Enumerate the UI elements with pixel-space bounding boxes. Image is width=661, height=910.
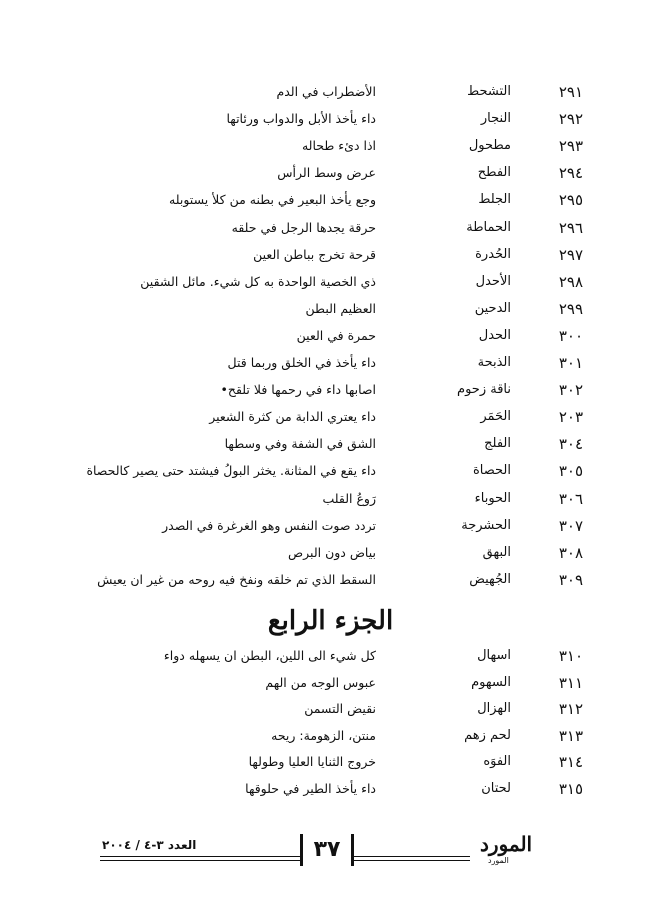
issue-label: العدد ٣-٤ / ٢٠٠٤ <box>102 838 197 852</box>
entry-row <box>0 749 661 775</box>
entry-definition: داء يأخذ الأبل والدواب ورئاتها <box>226 111 376 127</box>
entry-number: ٣٠١ <box>558 354 583 372</box>
entry-definition: داء يعتري الدابة من كثرة الشعير <box>209 409 376 425</box>
section-title: الجزء الرابع <box>267 606 394 636</box>
entry-definition: خروج الثنايا العليا وطولها <box>248 754 376 770</box>
entry-row <box>0 431 661 457</box>
entry-definition: نقيض التسمن <box>304 701 376 717</box>
entry-row <box>0 458 661 484</box>
entry-definition: تردد صوت النفس وهو الغرغرة في الصدر <box>162 517 376 533</box>
entry-term: الفوَه <box>483 754 511 770</box>
entry-row <box>0 776 661 802</box>
entry-number: ٣٠٨ <box>558 543 583 562</box>
entry-term: الحدل <box>478 327 511 343</box>
entry-row <box>0 513 661 539</box>
entry-term: البهق <box>482 544 511 560</box>
entry-definition: داء يقع في المثانة. يخثر البولُ فيشتد حتى يصير كالحصاة <box>86 463 376 479</box>
entry-number: ٣٠٧ <box>558 516 583 535</box>
entry-number: ٣٠٦ <box>558 489 583 508</box>
entry-row <box>0 187 661 213</box>
entry-term: الحوباء <box>474 490 511 506</box>
entry-number: ٢٩٨ <box>558 272 583 291</box>
entry-row <box>0 79 661 105</box>
entry-definition: كل شيء الى اللين، البطن ان يسهله دواء <box>163 648 376 663</box>
entry-number: ٢٩٦ <box>558 218 583 237</box>
entry-row <box>0 540 661 566</box>
entry-number: ٢٩٥ <box>558 191 583 210</box>
entry-row <box>0 723 661 749</box>
entry-term: الدحين <box>474 300 511 316</box>
entry-definition: العظيم البطن <box>305 300 376 316</box>
entry-definition: حمرة في العين <box>296 327 376 343</box>
entry-term: النجار <box>480 111 511 127</box>
entry-number: ٢٩٢ <box>558 110 583 129</box>
entry-number: ٣١٠ <box>558 647 583 665</box>
entry-row <box>0 567 661 593</box>
entry-term: الحصاة <box>472 463 511 479</box>
entry-term: الجلط <box>478 192 511 208</box>
entry-row <box>0 486 661 512</box>
entry-term: الجُهيض <box>469 571 511 587</box>
entry-definition: حرقة يجدها الرجل في حلقه <box>231 219 376 235</box>
entry-number: ٢٩٩ <box>558 299 583 318</box>
entry-number: ٢٩٧ <box>558 245 583 264</box>
entry-definition: داء يأخذ الطير في حلوقها <box>245 781 376 796</box>
entry-definition: بياض دون البرص <box>288 544 376 560</box>
entry-definition: اذا دئء طحاله <box>301 138 376 154</box>
entry-term: مطحول <box>468 138 511 154</box>
entry-number: ٣٠٤ <box>558 435 583 454</box>
entry-row <box>0 242 661 268</box>
entry-definition: رَوعُ القلب <box>322 490 376 506</box>
entry-definition: الشق في الشفة وفي وسطها <box>224 436 376 452</box>
entry-number: ٣٠٢ <box>558 381 583 400</box>
entry-row <box>0 696 661 722</box>
entry-row <box>0 670 661 696</box>
entry-number: ٣٠٥ <box>558 462 583 481</box>
entry-term: الفلج <box>484 436 511 452</box>
entry-number: ٢٩٤ <box>558 164 583 183</box>
entry-term: لحتان <box>481 781 511 796</box>
entry-row <box>0 404 661 430</box>
entry-row <box>0 106 661 132</box>
entry-definition: منتن، الزهومة: ريحه <box>271 727 376 743</box>
journal-logo: المورد <box>480 832 533 856</box>
footer-rule-secondary <box>100 860 470 861</box>
entry-term: التشحط <box>467 84 511 99</box>
entry-row <box>0 350 661 376</box>
entry-number: ٢٩٣ <box>558 137 583 156</box>
entry-number: ٣١٢ <box>558 700 583 719</box>
page-footer <box>100 832 600 886</box>
entry-term: اسهال <box>477 648 511 663</box>
entry-row <box>0 269 661 295</box>
entry-term: الذبحة <box>477 355 511 370</box>
entry-term: الهزال <box>477 701 511 717</box>
entry-term: ناقة زحوم <box>457 382 511 398</box>
entry-term: الحُدرة <box>475 246 511 262</box>
entry-term: الفطح <box>477 165 511 181</box>
entry-number: ٣١٤ <box>558 753 583 772</box>
page-number-box <box>300 834 354 866</box>
entry-row <box>0 643 661 669</box>
entry-number: ٢٠٣ <box>558 408 583 427</box>
entry-number: ٣١١ <box>558 673 583 692</box>
entry-number: ٣٠٠ <box>558 326 583 345</box>
entry-term: الحشرجة <box>461 517 511 533</box>
entry-definition: ذي الخصية الواحدة به كل شيء. مائل الشقين <box>140 273 376 289</box>
entry-term: الحماطة <box>466 219 511 235</box>
entry-row <box>0 160 661 186</box>
entry-number: ٢٩١ <box>558 83 583 101</box>
entry-number: ٣١٣ <box>558 726 583 745</box>
entry-definition: وجع يأخذ البعير في بطنه من كلأ يستوبله <box>169 192 376 208</box>
page-number: ٣٧ <box>313 837 341 862</box>
entry-row <box>0 296 661 322</box>
journal-logo-subtitle: المورد <box>488 856 509 865</box>
entry-number: ٣١٥ <box>558 780 583 798</box>
entry-definition: الأضطراب في الدم <box>276 84 376 99</box>
entry-definition: عرض وسط الرأس <box>277 165 376 181</box>
entry-definition: اصابها داء في رحمها فلا تلقح• <box>220 382 376 398</box>
entry-row <box>0 377 661 403</box>
entry-number: ٣٠٩ <box>558 570 583 589</box>
footer-rule <box>100 856 470 857</box>
entry-term: الحَمَر <box>480 409 511 425</box>
entry-definition: قرحة تخرج بباطن العين <box>253 246 376 262</box>
entry-term: لحم زهم <box>464 727 511 743</box>
entry-definition: السقط الذي تم خلقه ونفخ فيه روحه من غير ان يعيش <box>97 571 376 587</box>
entry-term: الأحدل <box>475 273 511 289</box>
entry-row <box>0 323 661 349</box>
entry-row <box>0 215 661 241</box>
entry-definition: داء يأخذ في الخلق وربما قتل <box>227 355 376 370</box>
entry-term: السهوم <box>471 674 511 690</box>
entry-definition: عبوس الوجه من الهم <box>265 674 376 690</box>
entry-row <box>0 133 661 159</box>
